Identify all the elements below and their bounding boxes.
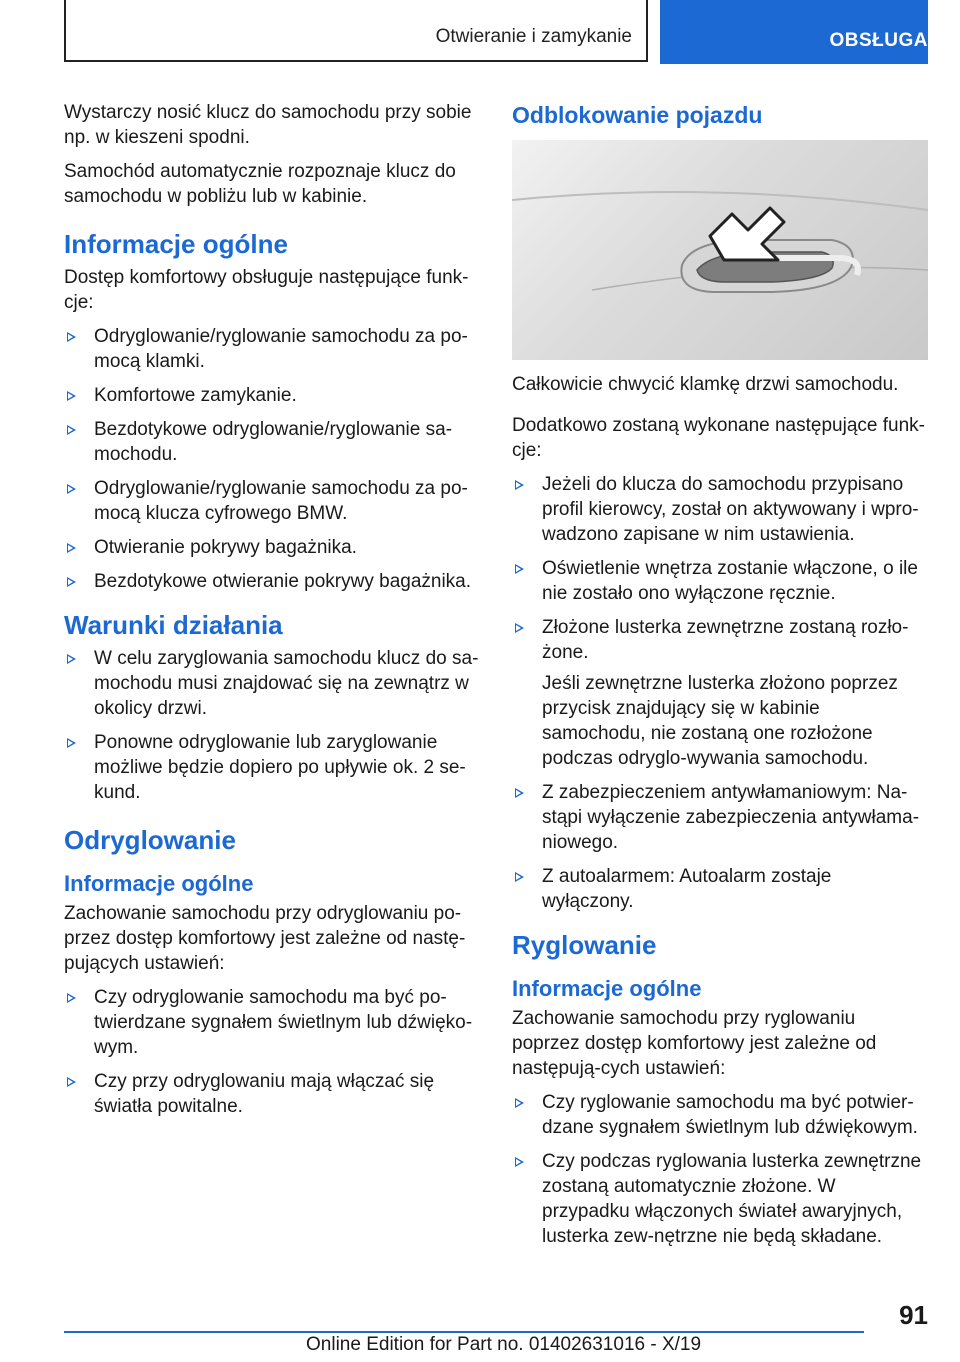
door-handle-image bbox=[512, 140, 928, 360]
figure-caption: Całkowicie chwycić klamkę drzwi samochodu. bbox=[512, 374, 899, 395]
section-heading-conditions: Warunki działania bbox=[64, 610, 283, 640]
section-heading-locking: Ryglowanie bbox=[512, 930, 657, 960]
list-item: Czy odryglowanie samochodu ma być po‐twierdzane sygnałem świetlnym lub dźwięko‐wym. bbox=[64, 985, 482, 1060]
chapter-title: Otwieranie i zamykanie bbox=[435, 26, 632, 47]
door-handle-illustration bbox=[512, 140, 928, 360]
list-item: Komfortowe zamykanie. bbox=[64, 383, 482, 408]
subheading-general: Informacje ogólne bbox=[512, 976, 702, 1001]
right-column bbox=[512, 100, 928, 1258]
intro-paragraph: Samochód automatycznie rozpoznaje klucz do samochodu w pobliżu lub w kabinie. bbox=[64, 161, 456, 207]
list-item: Odryglowanie/ryglowanie samochodu za po‐mocą klucza cyfrowego BMW. bbox=[64, 476, 482, 526]
list-item: Złożone lusterka zewnętrzne zostaną rozło‐żone. Jeśli zewnętrzne lusterka złożono poprzez przycisk znajdujący się w kabinie samochodu, nie zostaną one rozłożone podczas odryglo‐wywania samochodu. bbox=[512, 615, 928, 771]
list-item: Bezdotykowe odryglowanie/ryglowanie sa‐mochodu. bbox=[64, 417, 482, 467]
section-heading-general: Informacje ogólne bbox=[64, 229, 288, 259]
triangle-bullet-icon bbox=[67, 391, 76, 401]
list-item: Jeżeli do klucza do samochodu przypisano profil kierowcy, został on aktywowany i wpro‐wadzono zapisane w nim ustawienia. bbox=[512, 472, 928, 547]
list-item: Czy podczas ryglowania lusterka zewnętrzne zostaną automatycznie złożone. W przypadku włączonych świateł awaryjnych, lusterka zew‐nętrzne nie będą składane. bbox=[512, 1149, 928, 1249]
general-list bbox=[64, 324, 482, 594]
triangle-bullet-icon bbox=[515, 480, 524, 490]
section-heading-unlocking: Odryglowanie bbox=[64, 825, 236, 855]
page-number: 91 bbox=[899, 1300, 928, 1330]
mirror-note: Jeśli zewnętrzne lusterka złożono poprzez przycisk znajdujący się w kabinie samochodu, nie zostaną one rozłożone podczas odryglo‐wywania samochodu. bbox=[542, 673, 898, 769]
triangle-bullet-icon bbox=[67, 1077, 76, 1087]
section-title: OBSŁUGA bbox=[829, 30, 928, 51]
locking-list bbox=[512, 1090, 928, 1249]
triangle-bullet-icon bbox=[67, 993, 76, 1003]
triangle-bullet-icon bbox=[67, 332, 76, 342]
triangle-bullet-icon bbox=[515, 1157, 524, 1167]
section-heading-unlock-vehicle: Odblokowanie pojazdu bbox=[512, 102, 763, 128]
page-header bbox=[64, 0, 928, 64]
triangle-bullet-icon bbox=[515, 564, 524, 574]
list-item: Z autoalarmem: Autoalarm zostaje wyłączony. bbox=[512, 864, 928, 914]
intro-paragraph: Wystarczy nosić klucz do samochodu przy sobie np. w kieszeni spodni. bbox=[64, 102, 472, 148]
list-item: W celu zaryglowania samochodu klucz do sa‐mochodu musi znajdować się na zewnątrz w okolicy drzwi. bbox=[64, 646, 482, 721]
list-item: Z zabezpieczeniem antywłamaniowym: Na‐stąpi wyłączenie zabezpieczenia antywłama‐niowego. bbox=[512, 780, 928, 855]
list-item: Bezdotykowe otwieranie pokrywy bagażnika. bbox=[64, 569, 482, 594]
triangle-bullet-icon bbox=[67, 543, 76, 553]
triangle-bullet-icon bbox=[515, 872, 524, 882]
triangle-bullet-icon bbox=[67, 577, 76, 587]
header-chapter-box bbox=[64, 0, 648, 62]
triangle-bullet-icon bbox=[515, 1098, 524, 1108]
list-item: Oświetlenie wnętrza zostanie włączone, o ile nie zostało ono wyłączone ręcznie. bbox=[512, 556, 928, 606]
list-item: Odryglowanie/ryglowanie samochodu za po‐mocą klamki. bbox=[64, 324, 482, 374]
list-item: Ponowne odryglowanie lub zaryglowanie możliwe będzie dopiero po upływie ok. 2 se‐kund. bbox=[64, 730, 482, 805]
unlocking-list bbox=[64, 985, 482, 1119]
triangle-bullet-icon bbox=[515, 788, 524, 798]
conditions-list bbox=[64, 646, 482, 805]
triangle-bullet-icon bbox=[67, 484, 76, 494]
header-section-box bbox=[660, 0, 928, 64]
subheading-general: Informacje ogólne bbox=[64, 871, 254, 896]
left-column bbox=[64, 100, 482, 1128]
triangle-bullet-icon bbox=[67, 654, 76, 664]
triangle-bullet-icon bbox=[67, 738, 76, 748]
list-item: Czy przy odryglowaniu mają włączać się światła powitalne. bbox=[64, 1069, 482, 1119]
edition-note: Online Edition for Part no. 01402631016 - X/19 bbox=[306, 1334, 702, 1355]
footer-divider bbox=[64, 1331, 864, 1333]
triangle-bullet-icon bbox=[67, 425, 76, 435]
list-item: Czy ryglowanie samochodu ma być potwier‐dzane sygnałem świetlnym lub dźwiękowym. bbox=[512, 1090, 928, 1140]
unlocking-text: Zachowanie samochodu przy odryglowaniu po‐przez dostęp komfortowy jest zależne od nastę‐pujących ustawień: bbox=[64, 903, 466, 974]
list-item: Otwieranie pokrywy bagażnika. bbox=[64, 535, 482, 560]
locking-text: Zachowanie samochodu przy ryglowaniu poprzez dostęp komfortowy jest zależne od następują‐cych ustawień: bbox=[512, 1008, 877, 1079]
unlock-vehicle-text: Dodatkowo zostaną wykonane następujące funk‐cje: bbox=[512, 415, 925, 461]
general-text: Dostęp komfortowy obsługuje następujące funk‐cje: bbox=[64, 267, 469, 313]
triangle-bullet-icon bbox=[515, 623, 524, 633]
unlock-vehicle-list bbox=[512, 472, 928, 914]
